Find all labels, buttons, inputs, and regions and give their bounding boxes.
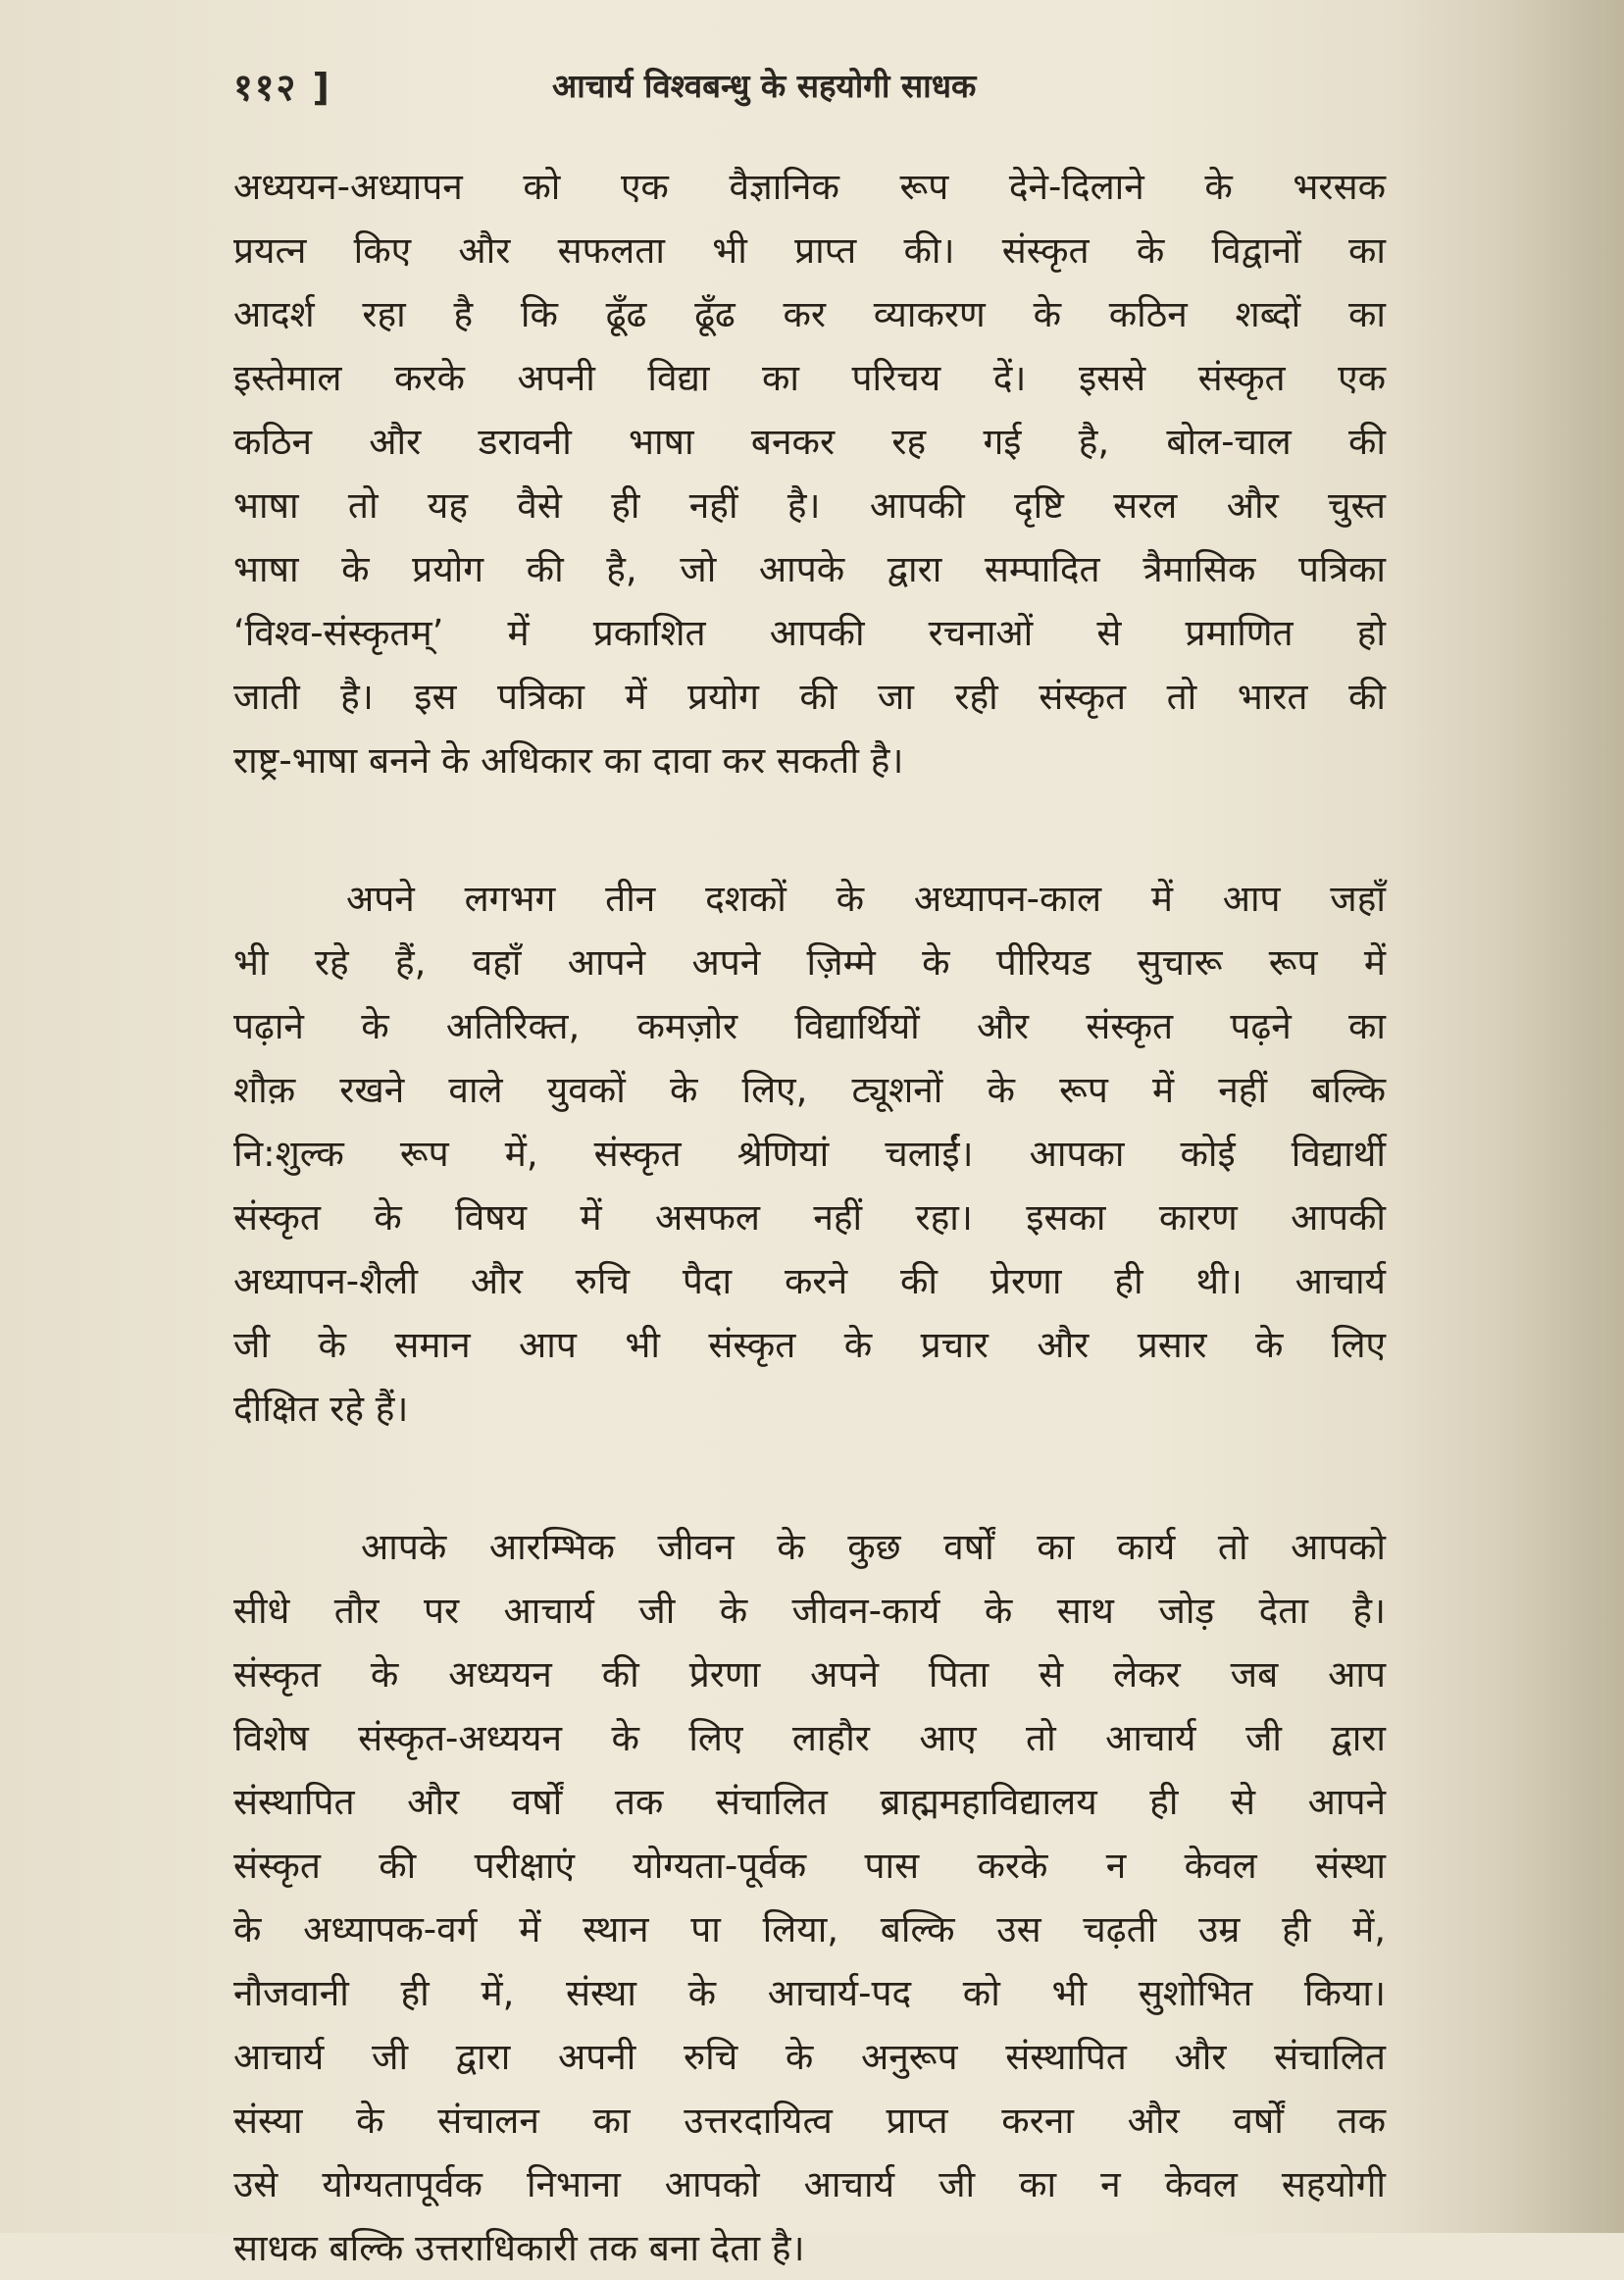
text-line: के अध्यापक-वर्ग में स्थान पा लिया, बल्कि उस चढ़ती उम्र ही में,: [233, 1908, 1386, 1951]
text-line: दीक्षित रहे हैं।: [233, 1388, 409, 1430]
text-line: संस्कृत की परीक्षाएं योग्यता-पूर्वक पास करके न केवल संस्था: [233, 1845, 1386, 1887]
text-line: सीधे तौर पर आचार्य जी के जीवन-कार्य के साथ जोड़ देता है।: [233, 1590, 1386, 1632]
text-line: जी के समान आप भी संस्कृत के प्रचार और प्रसार के लिए: [233, 1324, 1386, 1366]
text-line: विशेष संस्कृत-अध्ययन के लिए लाहौर आए तो आचार्य जी द्वारा: [233, 1717, 1386, 1759]
text-line: पढ़ाने के अतिरिक्त, कमज़ोर विद्यार्थियों और संस्कृत पढ़ने का: [233, 1005, 1386, 1047]
text-line: अध्यापन-शैली और रुचि पैदा करने की प्रेरणा ही थी। आचार्य: [233, 1260, 1386, 1302]
paragraph-1: [233, 155, 1386, 792]
text-line: साधक बल्कि उत्तराधिकारी तक बना देता है।: [233, 2227, 805, 2269]
paragraph-gap: [233, 792, 1386, 867]
text-line: संस्या के संचालन का उत्तरदायित्व प्राप्त करना और वर्षों तक: [233, 2100, 1386, 2142]
text-line: शौक़ रखने वाले युवकों के लिए, ट्यूशनों के रूप में नहीं बल्कि: [233, 1069, 1386, 1111]
text-line: जाती है। इस पत्रिका में प्रयोग की जा रही संस्कृत तो भारत की: [233, 676, 1386, 718]
text-line: भी रहे हैं, वहाँ आपने अपने ज़िम्मे के पीरियड सुचारू रूप में: [233, 941, 1386, 984]
text-line: आचार्य जी द्वारा अपनी रुचि के अनुरूप संस्थापित और संचालित: [233, 2036, 1386, 2078]
text-line: उसे योग्यतापूर्वक निभाना आपको आचार्य जी का न केवल सहयोगी: [233, 2163, 1386, 2205]
paragraph-gap: [233, 1441, 1386, 1515]
text-line: कठिन और डरावनी भाषा बनकर रह गई है, बोल-चाल की: [233, 421, 1386, 463]
text-line: भाषा के प्रयोग की है, जो आपके द्वारा सम्पादित त्रैमासिक पत्रिका: [233, 548, 1386, 590]
text-line: इस्तेमाल करके अपनी विद्या का परिचय दें। इससे संस्कृत एक: [233, 357, 1386, 399]
page-header: [233, 61, 1440, 120]
body-text: [233, 155, 1386, 2280]
text-line: भाषा तो यह वैसे ही नहीं है। आपकी दृष्टि सरल और चुस्त: [233, 484, 1386, 527]
text-line: संस्कृत के विषय में असफल नहीं रहा। इसका कारण आपकी: [233, 1196, 1386, 1239]
text-line: प्रयत्न किए और सफलता भी प्राप्त की। संस्कृत के विद्वानों का: [233, 229, 1386, 272]
paragraph-2: [233, 867, 1386, 1441]
text-line: राष्ट्र-भाषा बनने के अधिकार का दावा कर सकती है।: [233, 739, 904, 782]
text-line: आदर्श रहा है कि ढूँढ ढूँढ कर व्याकरण के कठिन शब्दों का: [233, 293, 1386, 335]
page-number: ११२ ]: [233, 66, 331, 109]
text-line: नि:शुल्क रूप में, संस्कृत श्रेणियां चलाईं। आपका कोई विद्यार्थी: [233, 1133, 1386, 1175]
text-line: अध्ययन-अध्यापन को एक वैज्ञानिक रूप देने-दिलाने के भरसक: [233, 166, 1386, 208]
paragraph-3: [233, 1515, 1386, 2280]
text-line: नौजवानी ही में, संस्था के आचार्य-पद को भी सुशोभित किया।: [233, 1972, 1386, 2014]
text-line: संस्कृत के अध्ययन की प्रेरणा अपने पिता से लेकर जब आप: [233, 1653, 1386, 1696]
text-line: संस्थापित और वर्षों तक संचालित ब्राह्ममहाविद्यालय ही से आपने: [233, 1781, 1386, 1823]
running-title: आचार्य विश्वबन्धु के सहयोगी साधक: [552, 67, 977, 105]
page-edge-shadow: [1398, 0, 1624, 2233]
text-line: अपने लगभग तीन दशकों के अध्यापन-काल में आप जहाँ: [346, 878, 1386, 920]
text-line: ‘विश्व-संस्कृतम्’ में प्रकाशित आपकी रचनाओं से प्रमाणित हो: [233, 612, 1386, 654]
text-line: आपके आरम्भिक जीवन के कुछ वर्षों का कार्य तो आपको: [361, 1526, 1386, 1568]
